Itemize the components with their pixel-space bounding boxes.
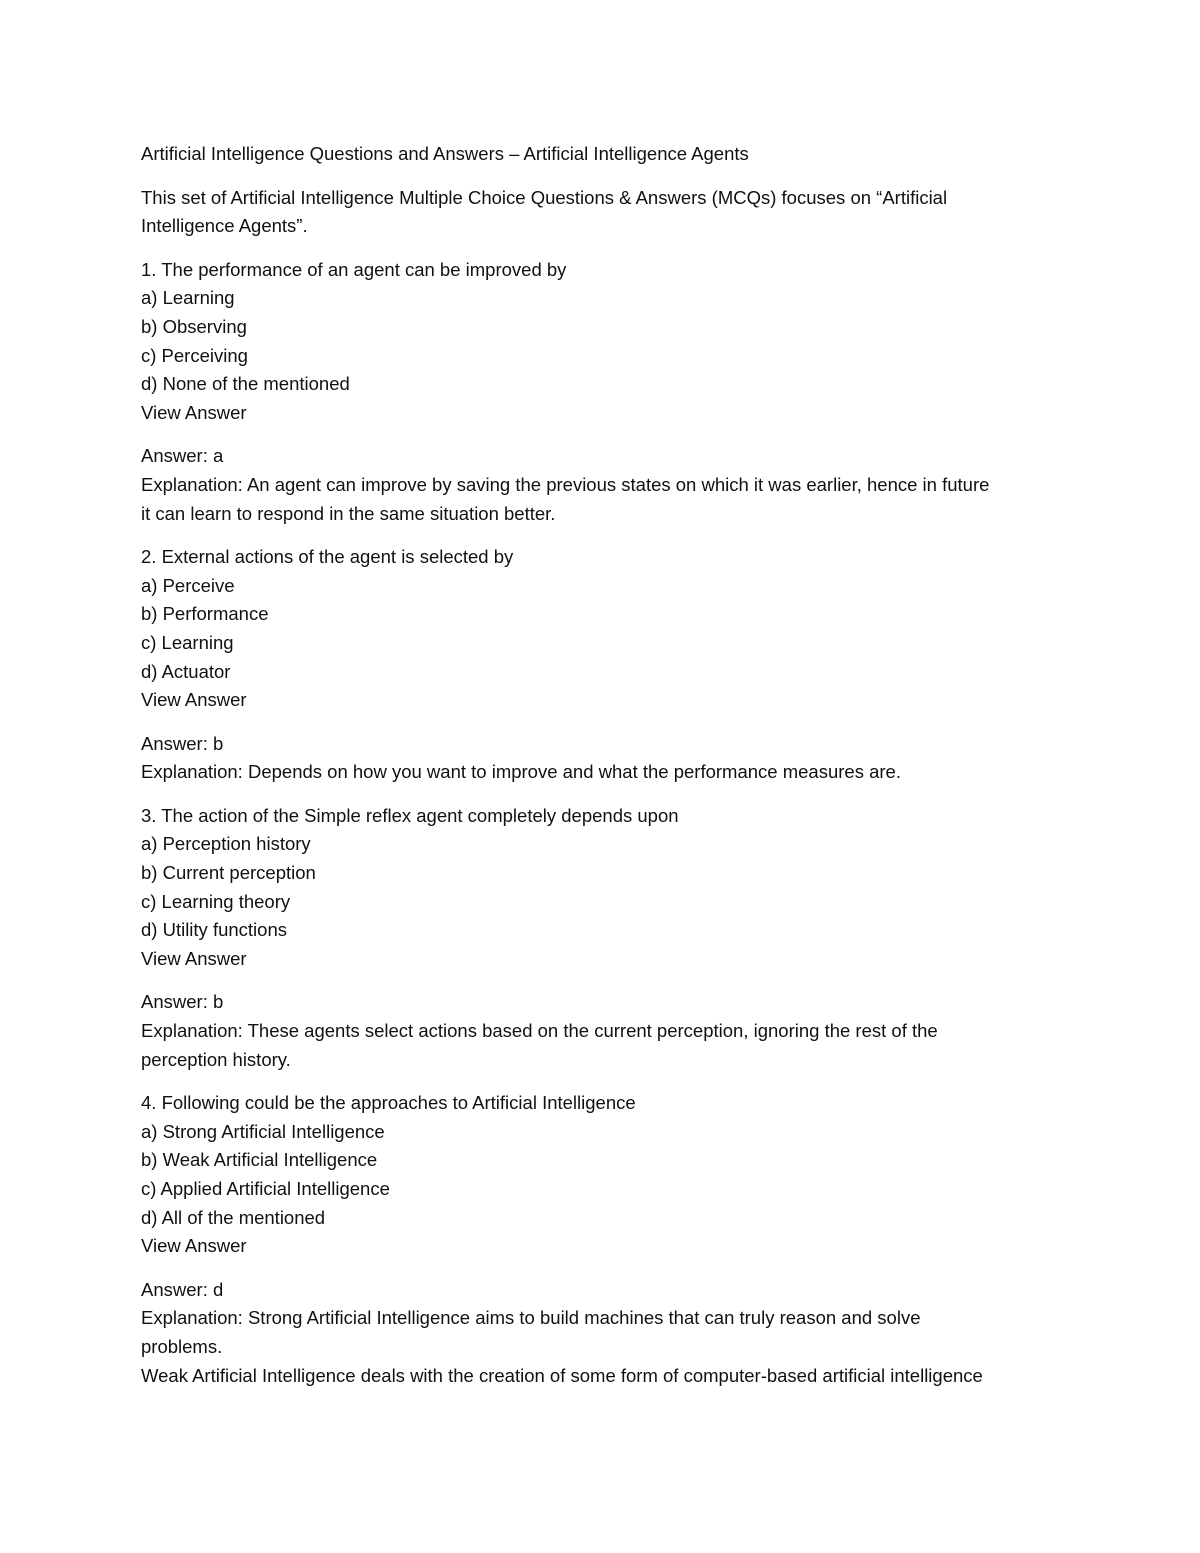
intro-line: Intelligence Agents”. <box>141 215 308 237</box>
explanation-line: Explanation: Strong Artificial Intelligence aims to build machines that can truly reason and solve <box>141 1307 921 1329</box>
view-answer-link[interactable]: View Answer <box>141 947 247 969</box>
explanation-line: Explanation: An agent can improve by saving the previous states on which it was earlier, hence in future <box>141 473 990 495</box>
question-block <box>141 1089 1071 1261</box>
answer-block <box>141 730 1071 787</box>
question-text: 4. Following could be the approaches to Artificial Intelligence <box>141 1092 636 1114</box>
explanation-line: Explanation: Depends on how you want to improve and what the performance measures are. <box>141 761 901 783</box>
option-d: d) Actuator <box>141 660 231 682</box>
option-a: a) Perception history <box>141 833 311 855</box>
option-c: c) Perceiving <box>141 344 248 366</box>
question-text: 2. External actions of the agent is selected by <box>141 546 514 568</box>
intro-line: This set of Artificial Intelligence Multiple Choice Questions & Answers (MCQs) focuses on “Artificial <box>141 186 948 208</box>
explanation-line: it can learn to respond in the same situation better. <box>141 502 556 524</box>
option-b: b) Performance <box>141 603 269 625</box>
explanation-line: perception history. <box>141 1048 291 1070</box>
answer-text: Answer: b <box>141 732 224 754</box>
question-text: 3. The action of the Simple reflex agent completely depends upon <box>141 804 679 826</box>
answer-text: Answer: a <box>141 445 224 467</box>
view-answer-link[interactable]: View Answer <box>141 689 247 711</box>
option-a: a) Perceive <box>141 574 235 596</box>
option-a: a) Learning <box>141 287 235 309</box>
answer-block <box>141 988 1071 1074</box>
explanation-line: Explanation: These agents select actions based on the current perception, ignoring the rest of the <box>141 1020 938 1042</box>
option-a: a) Strong Artificial Intelligence <box>141 1120 385 1142</box>
document-page <box>141 140 1071 1390</box>
option-d: d) None of the mentioned <box>141 373 350 395</box>
question-block <box>141 802 1071 974</box>
option-b: b) Weak Artificial Intelligence <box>141 1149 378 1171</box>
option-b: b) Current perception <box>141 862 316 884</box>
answer-block <box>141 442 1071 528</box>
option-d: d) All of the mentioned <box>141 1206 326 1228</box>
answer-block <box>141 1276 1071 1390</box>
question-block <box>141 256 1071 428</box>
explanation-line: Weak Artificial Intelligence deals with the creation of some form of computer-based artificial intelligence <box>141 1364 983 1386</box>
question-text: 1. The performance of an agent can be improved by <box>141 258 567 280</box>
document-title: Artificial Intelligence Questions and Answers – Artificial Intelligence Agents <box>141 143 749 164</box>
intro-paragraph <box>141 184 1071 241</box>
view-answer-link[interactable]: View Answer <box>141 1235 247 1257</box>
option-c: c) Learning theory <box>141 890 291 912</box>
option-c: c) Learning <box>141 631 234 653</box>
answer-text: Answer: b <box>141 991 224 1013</box>
view-answer-link[interactable]: View Answer <box>141 401 247 423</box>
option-b: b) Observing <box>141 315 247 337</box>
option-d: d) Utility functions <box>141 919 287 941</box>
answer-text: Answer: d <box>141 1278 224 1300</box>
option-c: c) Applied Artificial Intelligence <box>141 1178 390 1199</box>
question-block <box>141 543 1071 715</box>
explanation-line: problems. <box>141 1335 223 1357</box>
